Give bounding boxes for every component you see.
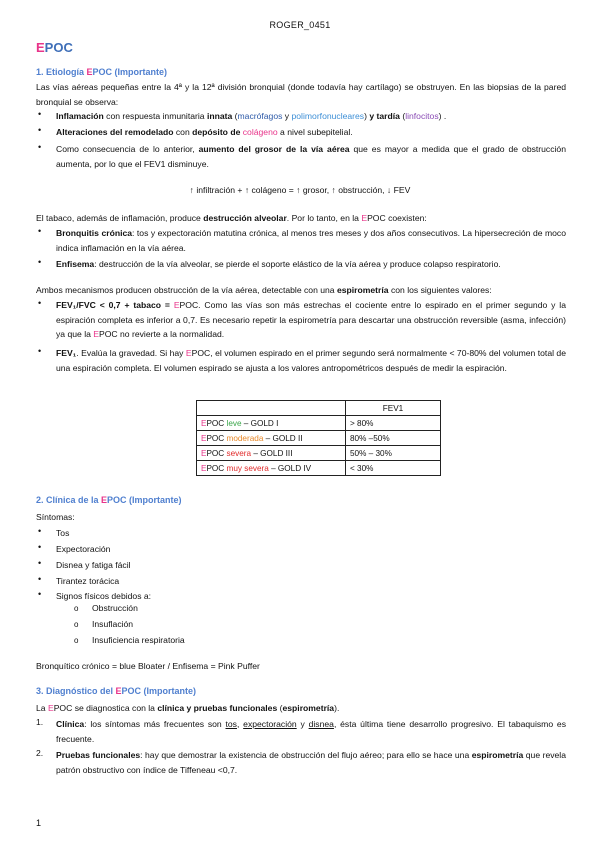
s1-heading-e: E bbox=[86, 67, 93, 77]
s1-bullet-remodelado bbox=[56, 125, 566, 140]
bullet-icon: • bbox=[38, 109, 42, 119]
table-header-fev1: FEV1 bbox=[346, 401, 441, 416]
b6-t4: . Como las vías son más estrechas el cociente entre lo espirado en el primer segundo y la espiración completa es inferior a 0,7. Es necesario repetir la espirometría para descartar una obstrucción reversible (asma, infección) ya que la bbox=[56, 300, 566, 339]
b4-t2: : tos y expectoración matutina crónica, al menos tres meses y dos años consecutivos. La hipersecreción de moco indica inflamación en la vía aérea. bbox=[56, 228, 567, 253]
bullet-icon: • bbox=[38, 558, 42, 568]
gold-table bbox=[196, 400, 441, 476]
table-header-row bbox=[197, 401, 441, 416]
sub-list-item: Insuflación bbox=[92, 619, 134, 629]
b2-t1: Alteraciones del remodelado bbox=[56, 127, 174, 137]
n1-t2: : los síntomas más frecuentes son bbox=[84, 719, 226, 729]
table-cell-stage bbox=[197, 416, 346, 431]
b7-t3: E bbox=[185, 348, 192, 358]
b6-t1: FEV₁/FVC < 0,7 + tabaco = bbox=[56, 300, 174, 310]
s2-sintomas: Síntomas: bbox=[36, 512, 75, 522]
s1-heading-post: POC (Importante) bbox=[92, 67, 168, 77]
bullet-icon: • bbox=[38, 346, 42, 356]
s1-tabaco bbox=[36, 211, 566, 226]
title-e: E bbox=[36, 40, 45, 55]
sub-list-item: Insuficiencia respiratoria bbox=[92, 635, 185, 645]
page-title bbox=[36, 40, 73, 55]
b7-t1: FEV₁ bbox=[56, 348, 77, 358]
s3-intro-t5: ( bbox=[277, 703, 283, 713]
s1-intro: Las vías aéreas pequeñas entre la 4ª y la 12ª división bronquial (donde todavía hay cartílago) se obstruyen. En las biopsias de la pared bronquial se observa: bbox=[36, 82, 566, 107]
b3-t3: que es mayor a medida que el grado de obstrucción aumenta, por lo que el FEV1 disminuye. bbox=[56, 144, 566, 169]
bullet-icon: • bbox=[38, 125, 42, 135]
table-header-empty bbox=[197, 401, 346, 416]
b1-t12: ) . bbox=[438, 111, 447, 121]
document-header: ROGER_0451 bbox=[269, 20, 331, 30]
list-item: Disnea y fatiga fácil bbox=[56, 560, 131, 570]
section-1-heading bbox=[36, 67, 167, 77]
b6-t6: POC no revierte a la normalidad. bbox=[99, 329, 225, 339]
n2-t1: Pruebas funcionales bbox=[56, 750, 141, 760]
tabaco-t2: destrucción alveolar bbox=[203, 213, 287, 223]
s3-heading-post: POC (Importante) bbox=[121, 686, 197, 696]
b5-t2: : destrucción de la vía alveolar, se pierde el soporte elástico de la vía aérea y produce colapso respiratorio. bbox=[94, 259, 501, 269]
row-poc: POC bbox=[206, 448, 227, 458]
tabaco-t1: El tabaco, además de inflamación, produce bbox=[36, 213, 204, 223]
table-cell-value: 80% –50% bbox=[346, 431, 441, 446]
s1-bullet-fev1 bbox=[56, 346, 566, 375]
s1-bullet-bronquitis bbox=[56, 226, 566, 255]
bullet-icon: • bbox=[38, 542, 42, 552]
b1-t10: ( bbox=[399, 111, 406, 121]
section-2-heading bbox=[36, 495, 182, 505]
row-poc: POC bbox=[206, 463, 227, 473]
b2-t2: con bbox=[173, 127, 193, 137]
list-item: Expectoración bbox=[56, 544, 111, 554]
n1-t8: , ésta última tiene desarrollo progresivo. El tabaquismo es frecuente. bbox=[56, 719, 566, 744]
n1-t7: disnea bbox=[308, 719, 334, 729]
s3-intro-t1: La bbox=[36, 703, 48, 713]
n1-t5: expectoración bbox=[243, 719, 297, 729]
table-cell-value: > 80% bbox=[346, 416, 441, 431]
row-e: E bbox=[201, 433, 207, 443]
list-item: Tos bbox=[56, 528, 70, 538]
b1-t6: y bbox=[282, 111, 292, 121]
row-severity: moderada bbox=[226, 433, 264, 443]
s1-bullet-consecuencia bbox=[56, 142, 566, 171]
table-cell-stage bbox=[197, 431, 346, 446]
row-poc: POC bbox=[206, 418, 227, 428]
b3-t1: Como consecuencia de lo anterior, bbox=[56, 144, 199, 154]
b2-t4: colágeno bbox=[242, 127, 278, 137]
b1-t1: Inflamación bbox=[56, 111, 104, 121]
row-e: E bbox=[201, 418, 207, 428]
sub-list-item: Obstrucción bbox=[92, 603, 138, 613]
s3-heading-pre: 3. Diagnóstico del bbox=[36, 686, 116, 696]
b6-t5: E bbox=[93, 329, 100, 339]
title-rest: POC bbox=[44, 40, 73, 55]
bullet-icon: • bbox=[38, 526, 42, 536]
s1-bullet-enfisema bbox=[56, 257, 566, 272]
s1-formula: ↑ infiltración + ↑ colágeno = ↑ grosor, ↑ obstrucción, ↓ FEV bbox=[189, 185, 411, 195]
row-e: E bbox=[201, 448, 207, 458]
s1-heading-pre: 1. Etiología bbox=[36, 67, 87, 77]
table-row bbox=[197, 461, 441, 476]
list-item: Signos físicos debidos a: bbox=[56, 591, 152, 601]
n2-t3: espirometría bbox=[471, 750, 524, 760]
row-severity: leve bbox=[226, 418, 242, 428]
sub-bullet-icon: o bbox=[74, 636, 79, 645]
s3-item-clinica bbox=[56, 717, 566, 746]
b3-t2: aumento del grosor de la vía aérea bbox=[198, 144, 350, 154]
b5-t1: Enfisema bbox=[56, 259, 95, 269]
s1-bullet-fev1-fvc bbox=[56, 298, 566, 342]
ambos-t2: espirometría bbox=[336, 285, 389, 295]
table-cell-stage bbox=[197, 461, 346, 476]
s3-intro-t2: E bbox=[47, 703, 54, 713]
s2-puffer: Bronquítico crónico = blue Bloater / Enfisema = Pink Puffer bbox=[36, 661, 260, 671]
section-3-heading bbox=[36, 686, 196, 696]
s3-intro-t6: espirometría bbox=[282, 703, 335, 713]
b2-t3: depósito de bbox=[192, 127, 243, 137]
sub-bullet-icon: o bbox=[74, 620, 79, 629]
bullet-icon: • bbox=[38, 298, 42, 308]
b1-t3: innata bbox=[206, 111, 233, 121]
row-gold: – GOLD III bbox=[251, 448, 293, 458]
tabaco-t5: POC coexisten: bbox=[367, 213, 427, 223]
n1-t4: , bbox=[236, 719, 244, 729]
n1-t3: tos bbox=[225, 719, 237, 729]
b7-t4: POC, el volumen espirado en el primer segundo será normalmente < 70-80% del volumen total de una espiración completa. El volumen espirado se ajusta a los valores antropométricos después de medir la espiración. bbox=[56, 348, 566, 373]
row-gold: – GOLD II bbox=[263, 433, 303, 443]
tabaco-t4: E bbox=[361, 213, 368, 223]
bullet-icon: • bbox=[38, 257, 42, 267]
s1-ambos bbox=[36, 283, 566, 298]
b7-t2: . Evalúa la gravedad. Si hay bbox=[76, 348, 186, 358]
b6-t3: POC bbox=[179, 300, 199, 310]
ambos-t3: con los siguientes valores: bbox=[388, 285, 492, 295]
b1-t7: polimorfonucleares bbox=[291, 111, 365, 121]
bullet-icon: • bbox=[38, 226, 42, 236]
b1-t8: ) bbox=[364, 111, 370, 121]
list-number: 2. bbox=[36, 748, 44, 758]
s1-bullet-inflamacion bbox=[56, 109, 566, 124]
page-number: 1 bbox=[36, 818, 42, 828]
row-severity: muy severa bbox=[226, 463, 269, 473]
b6-t2: E bbox=[173, 300, 180, 310]
s2-heading-post: POC (Importante) bbox=[107, 495, 182, 505]
b1-t2: con respuesta inmunitaria bbox=[103, 111, 207, 121]
list-item: Tirantez torácica bbox=[56, 576, 120, 586]
table-cell-value: 50% – 30% bbox=[346, 446, 441, 461]
b1-t5: macrófagos bbox=[237, 111, 283, 121]
table-cell-value: < 30% bbox=[346, 461, 441, 476]
n2-t2: : hay que demostrar la existencia de obstrucción del flujo aéreo; para ello se hace una bbox=[140, 750, 472, 760]
b2-t5: a nivel subepitelial. bbox=[277, 127, 353, 137]
b1-t4: ( bbox=[232, 111, 238, 121]
table-cell-stage bbox=[197, 446, 346, 461]
row-poc: POC bbox=[206, 433, 227, 443]
b1-t9: y tardía bbox=[369, 111, 400, 121]
row-severity: severa bbox=[226, 448, 252, 458]
row-gold: – GOLD IV bbox=[268, 463, 312, 473]
b1-t11: linfocitos bbox=[405, 111, 439, 121]
table-row bbox=[197, 446, 441, 461]
bullet-icon: • bbox=[38, 574, 42, 584]
s3-item-pruebas bbox=[56, 748, 566, 777]
s2-heading-pre: 2. Clínica de la bbox=[36, 495, 102, 505]
list-number: 1. bbox=[36, 717, 44, 727]
bullet-icon: • bbox=[38, 142, 42, 152]
s3-intro-t3: POC se diagnostica con la bbox=[53, 703, 158, 713]
table-row bbox=[197, 431, 441, 446]
n1-t6: y bbox=[296, 719, 309, 729]
s3-intro-t4: clínica y pruebas funcionales bbox=[157, 703, 278, 713]
sub-bullet-icon: o bbox=[74, 604, 79, 613]
bullet-icon: • bbox=[38, 589, 42, 599]
s2-heading-e: E bbox=[101, 495, 108, 505]
row-gold: – GOLD I bbox=[241, 418, 279, 428]
s3-intro-t7: ). bbox=[334, 703, 340, 713]
table-row bbox=[197, 416, 441, 431]
n2-t4: que revela patrón obstructivo con índice de Tiffeneau <0,7. bbox=[56, 750, 566, 775]
ambos-t1: Ambos mecanismos producen obstrucción de la vía aérea, detectable con una bbox=[36, 285, 337, 295]
s3-intro bbox=[36, 701, 566, 716]
tabaco-t3: . Por lo tanto, en la bbox=[286, 213, 362, 223]
b4-t1: Bronquitis crónica bbox=[56, 228, 133, 238]
s3-heading-e: E bbox=[115, 686, 122, 696]
n1-t1: Clínica bbox=[56, 719, 85, 729]
row-e: E bbox=[201, 463, 207, 473]
